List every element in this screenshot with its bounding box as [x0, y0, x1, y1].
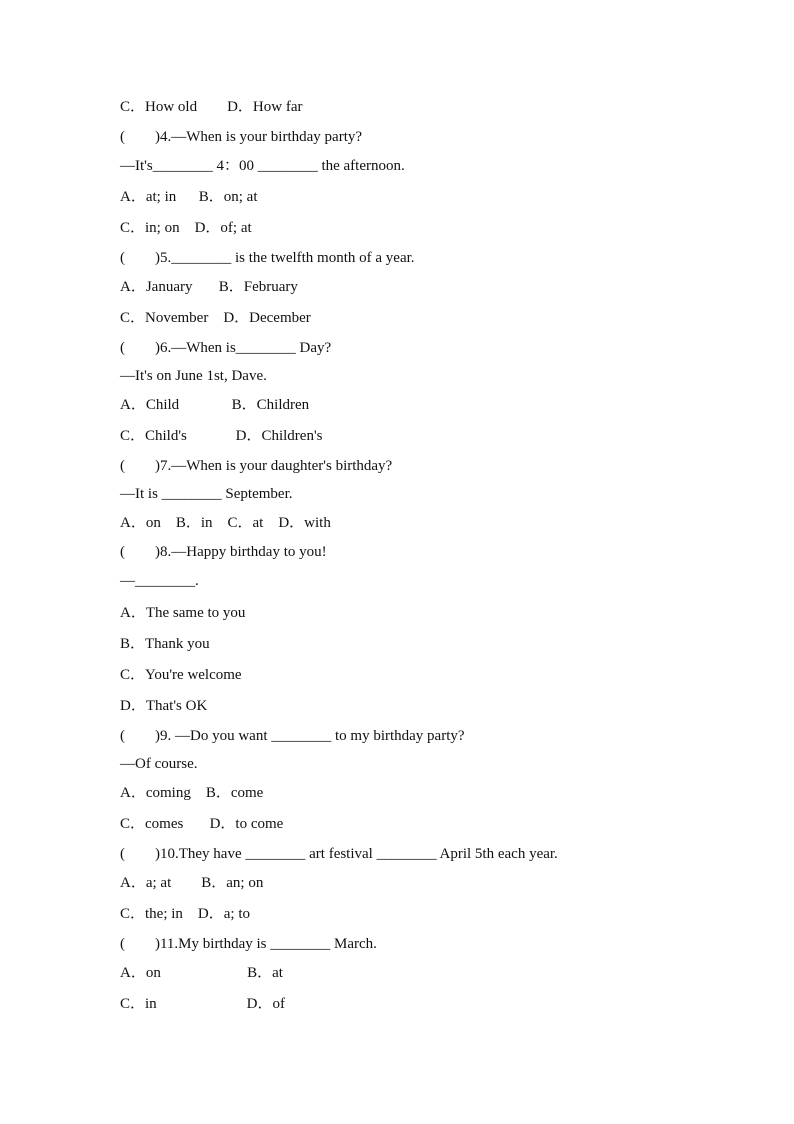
question-line: ( )11.My birthday is ________ March.	[120, 936, 377, 952]
option-line: A．a; at B．an; on	[120, 875, 264, 891]
answer-line: —Of course.	[120, 756, 198, 772]
answer-line: —________.	[120, 573, 199, 589]
question-line: ( )7.—When is your daughter's birthday?	[120, 458, 393, 474]
option-line: A．Child B．Children	[120, 397, 310, 413]
answer-line: —It is ________ September.	[120, 486, 293, 502]
option-line: A．on B．in C．at D．with	[120, 515, 331, 531]
question-line: ( )4.—When is your birthday party?	[120, 129, 363, 145]
option-line: C．November D．December	[120, 310, 311, 326]
question-line: ( )9. —Do you want ________ to my birthday party?	[120, 728, 465, 744]
option-line: A．at; in B．on; at	[120, 189, 258, 205]
answer-line: —It's________ 4：00 ________ the afternoon.	[120, 158, 405, 174]
option-line: C．the; in D．a; to	[120, 906, 250, 922]
option-line: C．in; on D．of; at	[120, 220, 252, 236]
option-line: A．on B．at	[120, 965, 283, 981]
answer-line: —It's on June 1st, Dave.	[120, 368, 267, 384]
option-line: A．The same to you	[120, 605, 246, 621]
question-line: ( )5.________ is the twelfth month of a year.	[120, 250, 415, 266]
option-line: C．Child's D．Children's	[120, 428, 323, 444]
question-line: ( )10.They have ________ art festival ________ April 5th each year.	[120, 846, 558, 862]
option-line: B．Thank you	[120, 636, 210, 652]
option-line: A．January B．February	[120, 279, 298, 295]
question-line: ( )6.—When is________ Day?	[120, 340, 332, 356]
option-line: A．coming B．come	[120, 785, 264, 801]
option-line: D．That's OK	[120, 698, 208, 714]
option-line: C．in D．of	[120, 996, 286, 1012]
option-line: C．How old D．How far	[120, 99, 303, 115]
option-line: C．comes D．to come	[120, 816, 284, 832]
question-line: ( )8.—Happy birthday to you!	[120, 544, 327, 560]
option-line: C．You're welcome	[120, 667, 242, 683]
